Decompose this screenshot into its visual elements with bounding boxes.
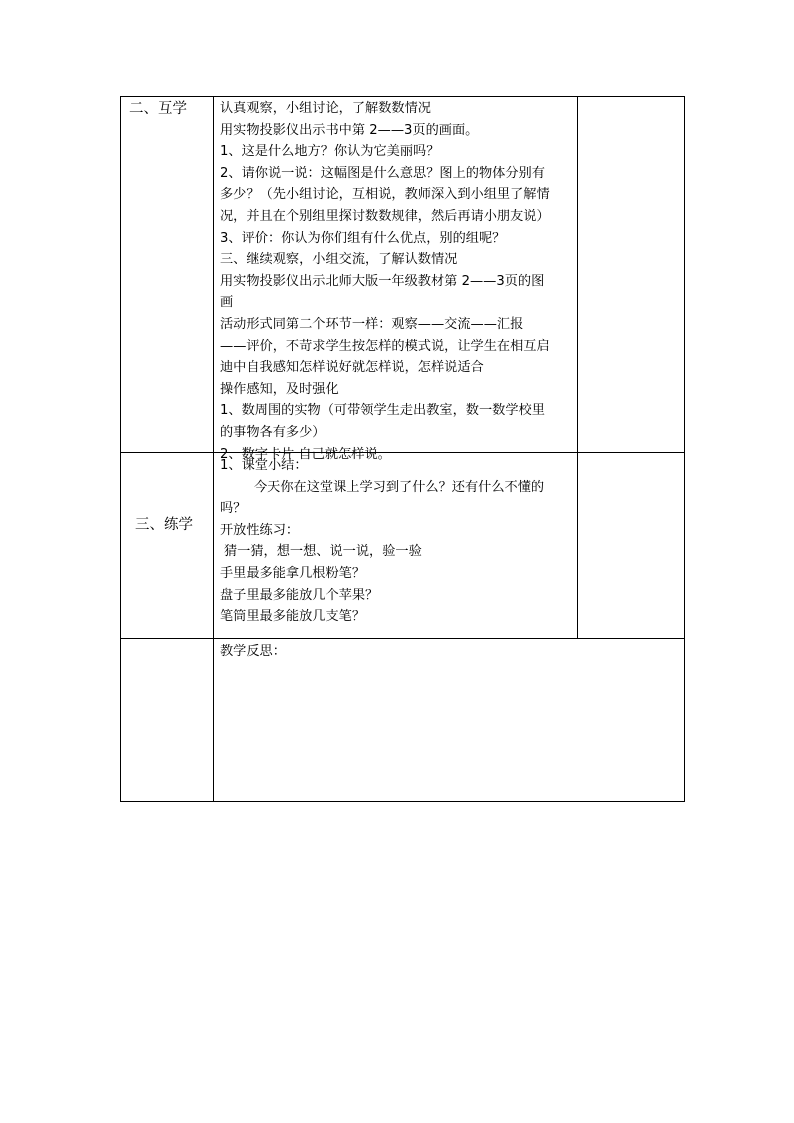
column-divider-notes: [577, 97, 578, 638]
reflection-heading: 教学反思：: [220, 644, 286, 659]
row-label-huxue: 二、互学: [129, 101, 187, 117]
text-line: 2、请你说一说：这幅图是什么意思？图上的物体分别有: [220, 165, 545, 181]
text-line: 1、这是什么地方？你认为它美丽吗？: [220, 144, 440, 160]
text-line: 三、继续观察，小组交流，了解认数情况: [220, 252, 458, 268]
text-line: 迪中自我感知怎样说好就怎样说，怎样说适合: [220, 360, 484, 376]
text-line: 的事物各有多少）: [220, 424, 326, 440]
text-line: 多少？（先小组讨论，互相说，教师深入到小组里了解情: [220, 187, 550, 203]
text-line: 认真观察，小组讨论，了解数数情况: [220, 101, 431, 116]
row-content-huxue: [220, 98, 550, 465]
text-line: ——评价，不苛求学生按怎样的模式说，让学生在相互启: [220, 338, 550, 354]
row-content-reflection: [220, 641, 286, 663]
lesson-plan-table: [120, 96, 685, 802]
text-line: 操作感知，及时强化: [220, 381, 339, 397]
text-line: 1、课堂小结：: [220, 458, 308, 473]
text-line: 开放性练习：: [220, 522, 300, 538]
text-line: 吗？: [220, 501, 247, 517]
text-line: 用实物投影仪出示北师大版一年级教材第 2——3页的图: [220, 273, 545, 289]
text-line: 2、数字卡片 自己就怎样说。: [220, 446, 391, 462]
row-label-lianxue: 三、练学: [135, 517, 193, 533]
column-divider-label: [213, 97, 214, 801]
text-line: 手里最多能拿几根粉笔？: [220, 565, 366, 581]
text-line: 笔筒里最多能放几支笔？: [220, 609, 366, 625]
text-line: 1、数周围的实物（可带领学生走出教室，数一数学校里: [220, 403, 545, 419]
text-line: 活动形式同第二个环节一样：观察——交流——汇报: [220, 316, 524, 332]
text-line: 况，并且在个别组里探讨数数规律，然后再请小朋友说）: [220, 208, 550, 224]
row-content-lianxue: [220, 455, 544, 628]
text-line: 今天你在这堂课上学习到了什么？还有什么不懂的: [254, 479, 545, 495]
text-line: 画: [220, 295, 234, 311]
row-divider-2: [121, 638, 684, 639]
text-line: 盘子里最多能放几个苹果？: [220, 587, 379, 603]
text-line: 用实物投影仪出示书中第 2——3页的画面。: [220, 122, 479, 138]
text-line: 3、评价：你认为你们组有什么优点，别的组呢？: [220, 230, 506, 246]
text-line: 猜一猜，想一想、说一说，验一验: [224, 544, 422, 560]
